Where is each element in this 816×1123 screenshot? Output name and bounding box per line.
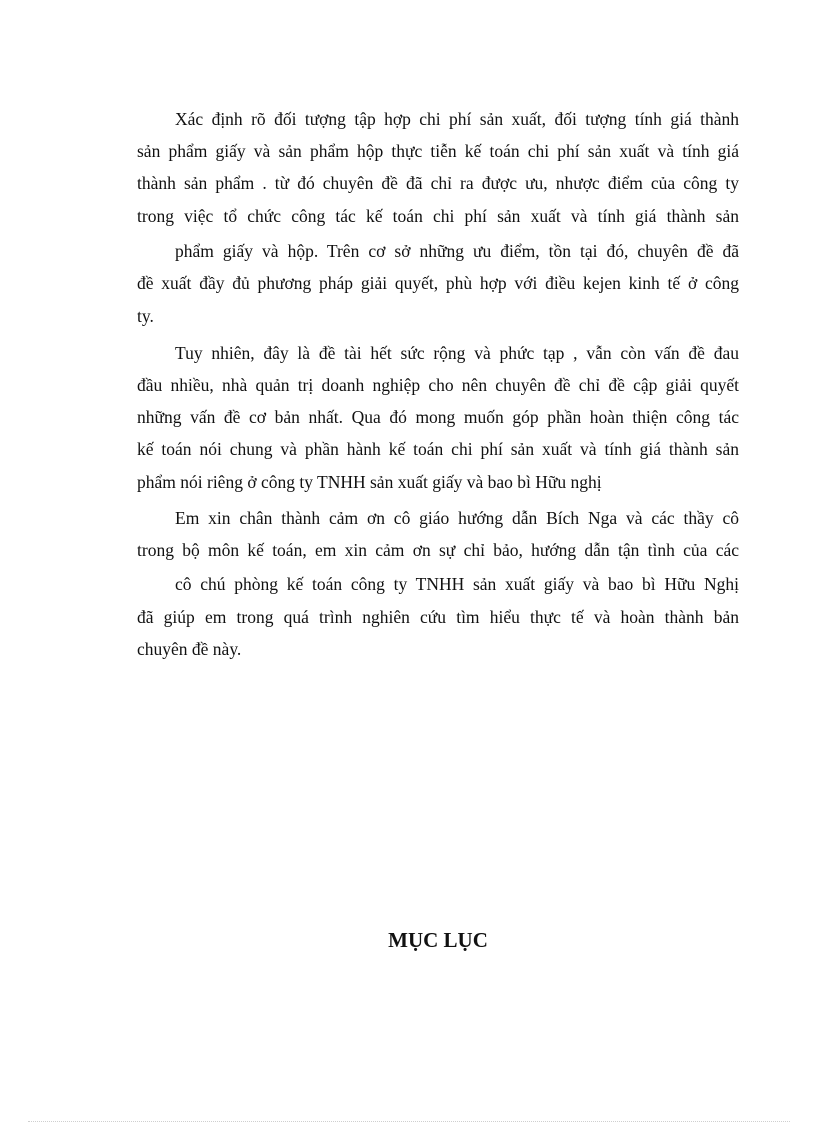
paragraph-2-line-2: đầu nhiều, nhà quản trị doanh nghiệp cho nên chuyên đề chỉ đề cập giải quyết <box>137 375 739 395</box>
paragraph-1-line-5: phẩm giấy và hộp. Trên cơ sở những ưu điểm, tồn tại đó, chuyên đề đã <box>175 241 739 261</box>
paragraph-3-line-3: cô chú phòng kế toán công ty TNHH sản xuất giấy và bao bì Hữu Nghị <box>175 574 739 594</box>
paragraph-3-line-4: đã giúp em trong quá trình nghiên cứu tìm hiểu thực tế và hoàn thành bản <box>137 607 739 627</box>
paragraph-1-line-2: sản phẩm giấy và sản phẩm hộp thực tiễn kế toán chi phí sản xuất và tính giá <box>137 141 739 161</box>
paragraph-1-line-4: trong việc tổ chức công tác kế toán chi phí sản xuất và tính giá thành sản <box>137 206 739 226</box>
page-bottom-dotted-rule <box>28 1121 790 1122</box>
paragraph-2-line-4: kế toán nói chung và phần hành kế toán chi phí sản xuất và tính giá thành sản <box>137 439 739 459</box>
paragraph-3-line-1: Em xin chân thành cảm ơn cô giáo hướng dẫn Bích Nga và các thầy cô <box>175 508 739 528</box>
paragraph-1-line-7: ty. <box>137 306 154 326</box>
paragraph-1-line-3: thành sản phẩm . từ đó chuyên đề đã chỉ ra được ưu, nhược điểm của công ty <box>137 173 739 193</box>
paragraph-3-line-5: chuyên đề này. <box>137 639 242 659</box>
paragraph-2-line-1: Tuy nhiên, đây là đề tài hết sức rộng và phức tạp , vẫn còn vấn đề đau <box>175 343 739 363</box>
paragraph-1-line-1: Xác định rõ đối tượng tập hợp chi phí sản xuất, đối tượng tính giá thành <box>175 109 739 129</box>
paragraph-1-line-6: đề xuất đầy đủ phương pháp giải quyết, phù hợp với điều kejen kinh tế ở công <box>137 273 739 293</box>
paragraph-2-line-5: phẩm nói riêng ở công ty TNHH sản xuất giấy và bao bì Hữu nghị <box>137 472 602 492</box>
paragraph-2-line-3: những vấn đề cơ bản nhất. Qua đó mong muốn góp phần hoàn thiện công tác <box>137 407 739 427</box>
paragraph-3-line-2: trong bộ môn kế toán, em xin cảm ơn sự chỉ bảo, hướng dẫn tận tình của các <box>137 540 739 560</box>
table-of-contents-heading: MỤC LỤC <box>388 928 488 952</box>
